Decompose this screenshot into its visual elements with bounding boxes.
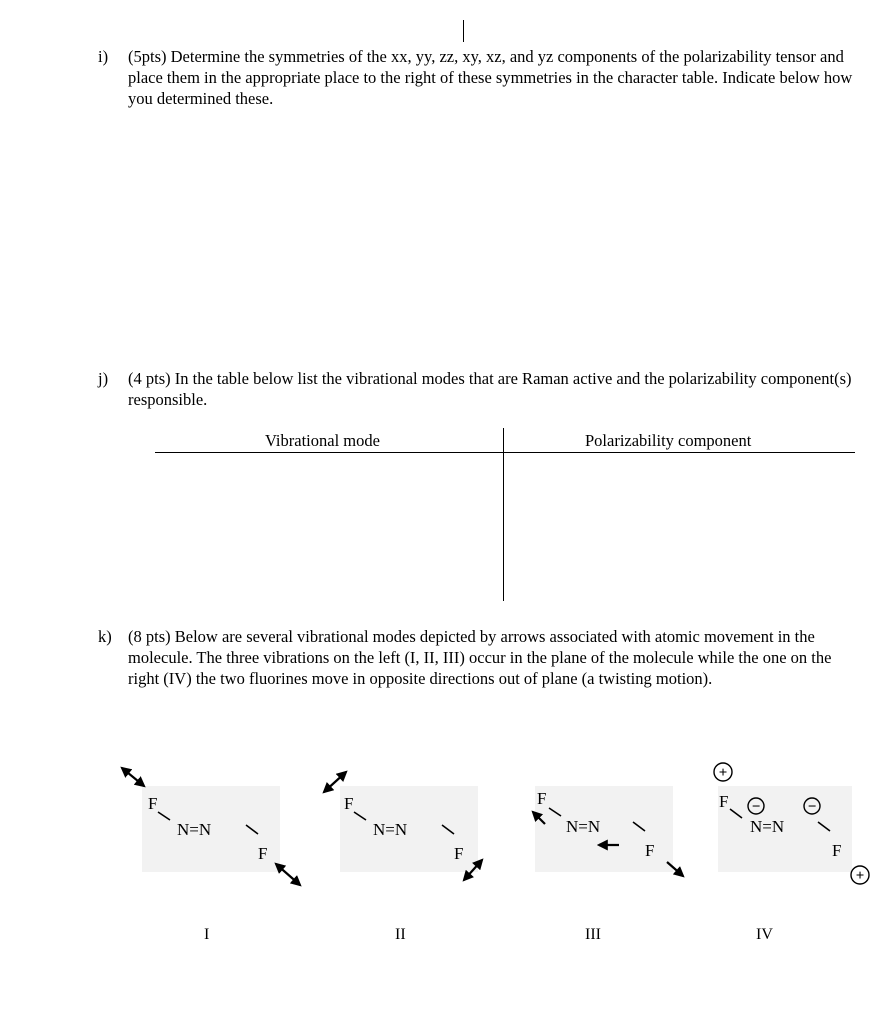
fluorine-atom-label: F <box>537 789 547 808</box>
question-i-text: (5pts) Determine the symmetries of the xx, yy, zz, xy, xz, and yz components of the polarizability tensor and place them in the appropriate place to the right of these symmetries in the character table. Indicate below how you determined these. <box>128 47 853 108</box>
question-i <box>98 46 858 109</box>
displacement-arrow <box>276 864 300 885</box>
mode-ii-diagram <box>310 752 510 902</box>
nn-double-bond-label: N=N <box>566 817 601 836</box>
fluorine-atom-label: F <box>454 844 464 863</box>
minus-sign: − <box>751 799 761 815</box>
mode-iii-diagram <box>505 752 705 902</box>
nn-double-bond-label: N=N <box>750 817 785 836</box>
displacement-arrow <box>122 768 144 786</box>
fluorine-atom-label: F <box>258 844 268 863</box>
question-k-label: k) <box>98 627 112 646</box>
nn-double-bond-label: N=N <box>177 820 212 839</box>
table-header-rule <box>155 452 855 453</box>
nn-double-bond-label: N=N <box>373 820 408 839</box>
fluorine-atom-label: F <box>645 841 655 860</box>
fluorine-atom-label: F <box>148 794 158 813</box>
question-j-label: j) <box>98 369 109 388</box>
table-column-divider <box>503 428 504 601</box>
fluorine-atom-label: F <box>344 794 354 813</box>
question-i-label: i) <box>98 47 109 66</box>
question-k <box>98 626 858 689</box>
mode-i-diagram <box>112 752 312 902</box>
plus-sign: + <box>718 765 728 781</box>
plus-sign: + <box>855 868 865 884</box>
mode-iv-label: IV <box>756 926 773 943</box>
text-cursor <box>463 20 464 42</box>
col-header-vibrational-mode: Vibrational mode <box>265 431 380 450</box>
question-j-text: (4 pts) In the table below list the vibrational modes that are Raman active and the polarizability component(s) responsible. <box>128 369 852 409</box>
mode-iii-label: III <box>585 926 601 943</box>
mode-iv-diagram <box>690 752 890 902</box>
question-j <box>98 368 858 410</box>
mode-i-label: I <box>204 926 210 943</box>
minus-sign: − <box>807 799 817 815</box>
col-header-polarizability-component: Polarizability component <box>585 431 752 450</box>
mode-ii-label: II <box>395 926 406 943</box>
fluorine-atom-label: F <box>719 792 729 811</box>
fluorine-atom-label: F <box>832 841 842 860</box>
question-k-text: (8 pts) Below are several vibrational modes depicted by arrows associated with atomic movement in the molecule. The three vibrations on the left (I, II, III) occur in the plane of the molecule while the one on the right (IV) the two fluorines move in opposite directions out of plane (a twisting motion). <box>128 627 832 688</box>
